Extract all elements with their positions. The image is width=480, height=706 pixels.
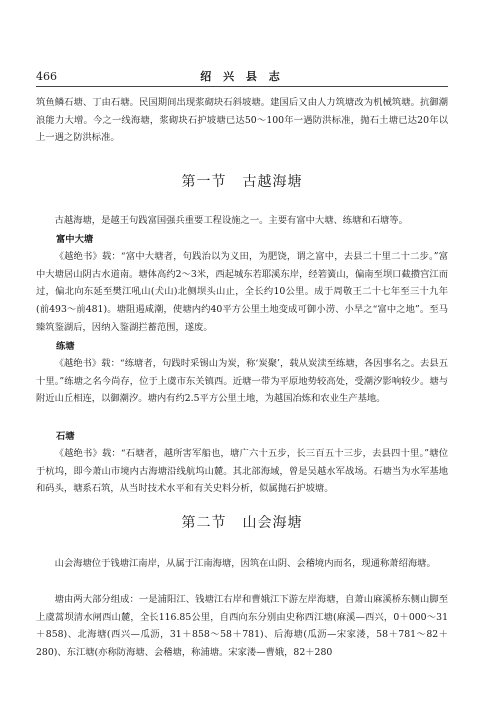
- running-title: 绍 兴 县 志: [200, 70, 284, 83]
- section-number: 第一节: [181, 174, 227, 190]
- page-header: [36, 70, 448, 87]
- paragraph-lian-tang: 《越绝书》载：“练塘者，句践时采锡山为炭，称‘炭聚’，载从炭渎至练塘，各因事名之。去县五十里。”练塘之名今尚存，位于上虞市东关镇西。近塘一带为平原地势较高处，受潮汐影响较少。塘与附近山丘相连，以御潮汐。塘内有约2.5平方公里土地，为越国冶炼和农业生产基地。: [36, 358, 448, 405]
- page-number: 466: [36, 70, 57, 83]
- section-title: 古越海塘: [242, 174, 303, 190]
- subheading-lian-tang: 练塘: [56, 341, 75, 352]
- paragraph-shanhui-composition: 塘由两大部分组成：一是浦阳江、钱塘江右岸和曹娥江下游左岸海塘，自萧山麻溪桥东侧山脚至上虞蒿坝清水闸西山麓，全长116.85公里，自西向东分别由史称西江塘(麻溪—西兴，0＋000～31＋858)、北海塘(西兴—瓜沥，31＋858～58＋781)、后海塘(瓜沥—宋家溇，58＋781～82＋280)、东江塘(亦称防海塘、会稽塘，称浦塘。宋家溇—曹娥，82＋280: [36, 594, 448, 659]
- section-lead-paragraph: 古越海塘，是越王句践富国强兵重要工程设施之一。主要有富中大塘、练塘和石塘等。: [54, 215, 408, 226]
- paragraph-shi-tang: 《越绝书》载：“石塘者，越所害军船也，塘广六十五步，长三百五十三步，去县四十里。”塘位于杭坞，即今萧山市境内古海塘沿线航坞山麓。其北部海域，曾是吴越水军战场。石塘当为水军基地和码头，塘系石筑，从当时技术水平和有关史料分析，似属抛石护坡塘。: [36, 448, 448, 495]
- subheading-fuzhong-tang: 富中大塘: [56, 234, 94, 245]
- section-title: 山会海塘: [242, 515, 303, 531]
- paragraph-fuzhong-tang: 《越绝书》载：“富中大塘者，句践治以为义田，为肥饶，谓之富中，去县二十里二十二步。”富中大塘居山阴古水道南。塘体高约2～3米，西起城东若耶溪东岸，经箬簧山，偏南至坝口截攒宫江而过，偏北向东延至樊江吼山(犬山)北侧坝头山止，全长约10公里。成于周敬王二十七年至三十九年(前493～前481)。塘阻遏咸潮，使塘内约40平方公里土地变成可御小涝、小旱之“富中之地”。至马臻筑鉴湖后，因纳入鉴湖拦蓄范围，遂废。: [36, 251, 448, 333]
- paragraph-shanhui-intro: 山会海塘位于钱塘江南岸，从属于江南海塘，因筑在山阴、会稽境内而名，现通称萧绍海塘。: [54, 558, 436, 569]
- section-heading-2: [36, 513, 448, 533]
- section-heading-1: [36, 172, 448, 192]
- subheading-shi-tang: 石塘: [56, 431, 75, 442]
- section-number: 第二节: [181, 515, 227, 531]
- intro-paragraph: 筑鱼鳞石塘、丁由石塘。民国期间出现浆砌块石斜坡塘。建国后又由人力筑塘改为机械筑塘。抗御潮浪能力大增。今之一线海塘，浆砌块石护坡塘已达50～100年一遇防洪标准，抛石土塘已达20年以上一遇之防洪标准。: [36, 97, 448, 144]
